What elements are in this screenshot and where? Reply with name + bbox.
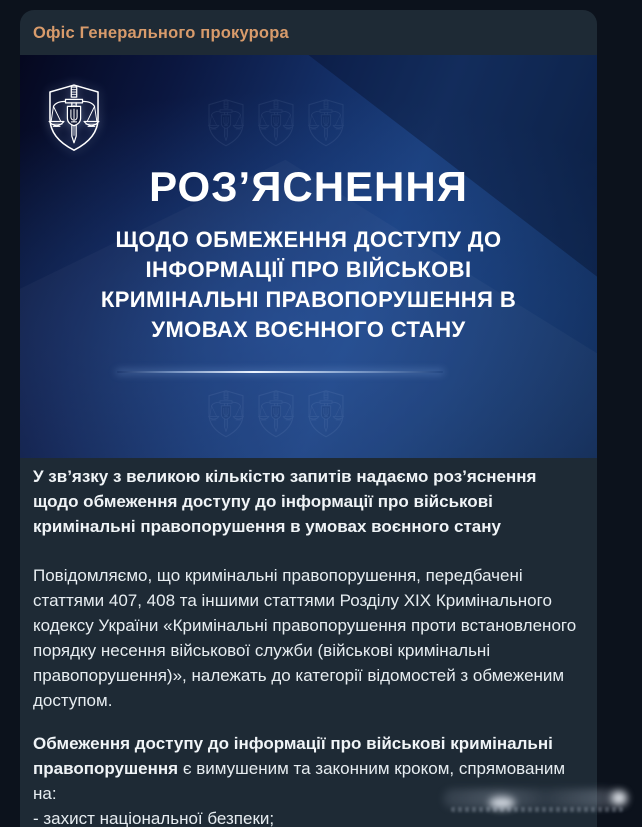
watermark-shields-bottom [204,388,348,440]
paragraph-intro: У зв’язку з великою кількістю запитів надаємо роз’яснення щодо обмеження доступу до інформації про військові кримінальні правопорушення в умовах воєнного стану [33,467,537,536]
paragraph-reasons [33,731,585,827]
prosecutor-emblem-icon [43,79,105,157]
banner-subtitle-line: УМОВАХ ВОЄННОГО СТАНУ [151,317,466,342]
watermark-shield-icon [304,388,348,440]
banner-divider-line [117,371,443,373]
list-item-national-security: - захист національної безпеки; [33,809,275,827]
post-banner-image[interactable] [20,55,597,458]
banner-subtitle-line: ІНФОРМАЦІЇ ПРО ВІЙСЬКОВІ [145,257,472,282]
watermark-shield-icon [204,388,248,440]
channel-header [20,10,597,55]
banner-subtitle-line: ЩОДО ОБМЕЖЕННЯ ДОСТУПУ ДО [115,227,502,252]
channel-name[interactable]: Офіс Генерального прокурора [33,24,289,42]
banner-subtitle [20,225,597,345]
watermark-shields-top [204,97,348,149]
watermark-shield-icon [254,97,298,149]
watermark-shield-icon [254,388,298,440]
banner-subtitle-line: КРИМІНАЛЬНІ ПРАВОПОРУШЕННЯ В [100,287,517,312]
banner-title: РОЗ’ЯСНЕННЯ [149,163,468,210]
message-text [20,458,597,827]
watermark-shield-icon [204,97,248,149]
paragraph-details: Повідомляємо, що кримінальні правопорушення, передбачені статтями 407, 408 та іншими статтями Розділу ХІХ Кримінального кодексу України «Кримінальні правопорушення проти встановленого порядку несення військової служби (військові кримінальні правопорушення)», належать до категорії відомостей з обмеженим доступом. [33,566,577,710]
paragraph-reasons-rest: є вимушеним та законним кроком, спрямованим на: [33,759,566,803]
paragraph-reasons-bold: Обмеження доступу до інформації про військові кримінальні правопорушення [33,734,553,778]
message-bubble [20,10,597,827]
watermark-shield-icon [304,97,348,149]
